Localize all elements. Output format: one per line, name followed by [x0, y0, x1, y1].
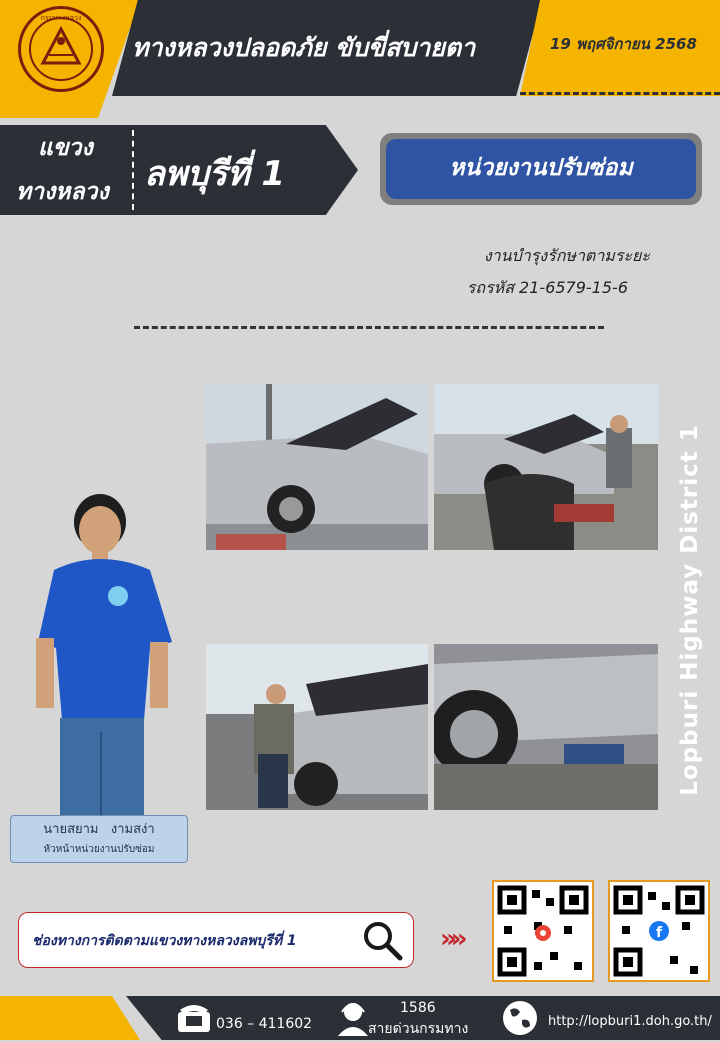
svg-text:f: f [656, 925, 663, 941]
website-link[interactable]: http://lopburi1.doh.go.th/ [548, 1014, 712, 1029]
search-icon [360, 918, 404, 962]
banner-divider [132, 130, 134, 210]
facebook-qr-code[interactable] [608, 880, 710, 982]
section-divider [134, 326, 604, 329]
phone-number[interactable]: 036 – 411602 [216, 1016, 313, 1032]
date-label: 19 พฤศจิกายน 2568 [550, 35, 697, 53]
vertical-district-text [666, 400, 714, 820]
hotline-label: สายด่วนกรมทาง [368, 1021, 469, 1037]
vertical-text: Lopburi Highway District 1 [677, 424, 703, 796]
header-divider [520, 92, 720, 95]
footer-yellow-band [0, 996, 140, 1040]
person-name: นายสยาม งามสง่า [43, 822, 155, 837]
person-role: หัวหน้าหน่วยงานปรับซ่อม [43, 844, 155, 855]
globe-icon [500, 998, 540, 1038]
phone-icon [176, 1000, 212, 1034]
photo-car-hood-open [206, 384, 428, 550]
unit-name: หน่วยงานปรับซ่อม [449, 155, 633, 181]
follow-channel-text: ช่องทางการติดตามแขวงทางหลวงลพบุรีที่ 1 [32, 933, 297, 949]
logo-emblem [29, 17, 93, 81]
job-type: งานบำรุงรักษาตามระยะ [483, 246, 650, 265]
vehicle-code: รถรหัส 21-6579-15-6 [466, 278, 628, 297]
district-label-line1: แขวง [38, 135, 93, 161]
photo-mechanic-checking [434, 384, 658, 550]
hotline-number[interactable]: 1586 [400, 1000, 436, 1016]
district-label-line2: ทางหลวง [16, 179, 109, 205]
logo-text: กรมทางหลวง [40, 14, 82, 22]
person-photo [32, 492, 182, 816]
arrows-icon: »» [440, 924, 462, 954]
photo-checking-engine [206, 644, 428, 810]
support-agent-icon [336, 1000, 370, 1036]
page-title: ทางหลวงปลอดภัย ขับขี่สบายตา [132, 33, 476, 62]
district-name: ลพบุรีที่ 1 [144, 154, 285, 194]
department-logo [18, 6, 104, 92]
photo-under-car [434, 644, 658, 810]
map-qr-code[interactable] [492, 880, 594, 982]
